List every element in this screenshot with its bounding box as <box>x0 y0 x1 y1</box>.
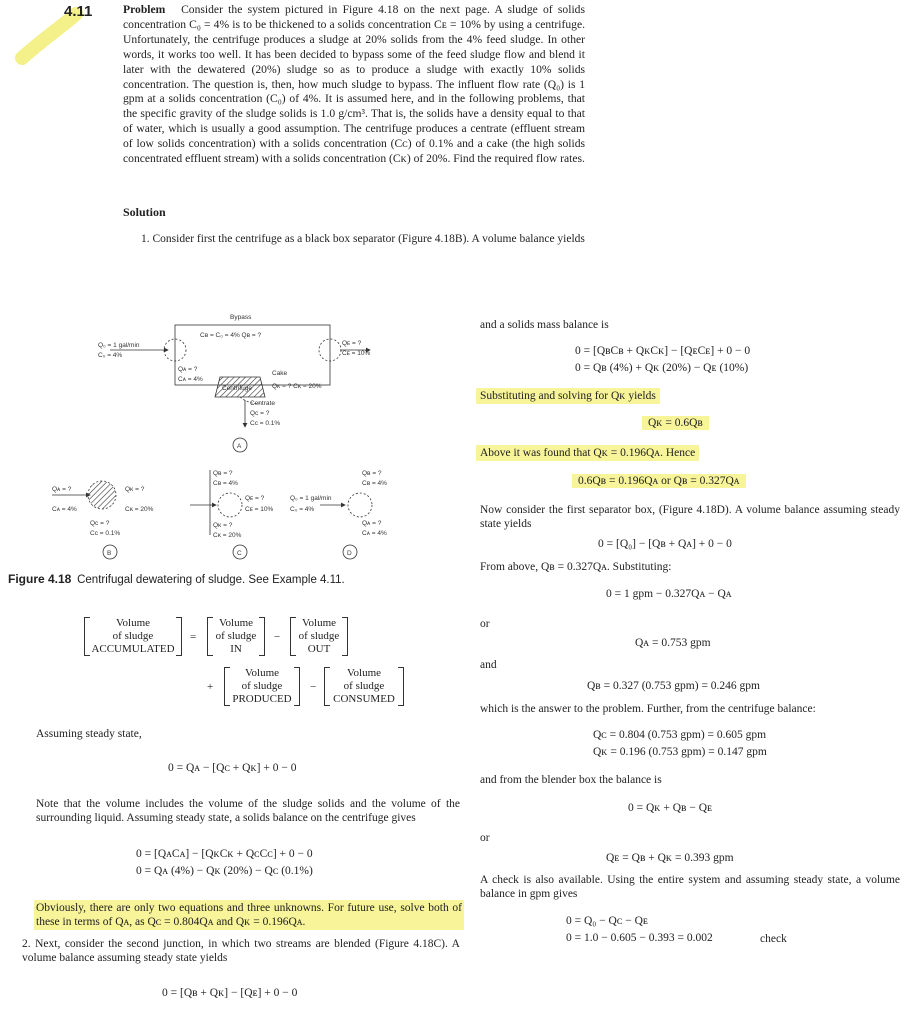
c-qk: Qᴋ = ? <box>213 522 233 529</box>
accumulated-text: ACCUMULATED <box>91 643 175 655</box>
eq7: 0 = [Q₀] − [Qʙ + Qᴀ] + 0 − 0 <box>598 538 732 550</box>
ce-label: Cᴇ = 10% <box>342 350 371 357</box>
q0-left: Q₀ = 1 gal/min <box>98 342 140 349</box>
d-ca: Cᴀ = 4% <box>362 530 387 537</box>
check-label: check <box>760 933 787 945</box>
qe-label: Qᴇ = ? <box>342 340 362 347</box>
b-ca: Cᴀ = 4% <box>52 506 77 513</box>
bypass-label: Bypass <box>230 314 252 321</box>
eq1: 0 = Qᴀ − [Qᴄ + Qᴋ] + 0 − 0 <box>168 762 297 774</box>
out-term <box>290 617 348 656</box>
from-above-text: From above, Qʙ = 0.327Qᴀ. Substituting: <box>480 561 672 573</box>
subst-text-highlight: Substituting and solving for Qᴋ yields <box>476 388 660 404</box>
obvious-text-highlight: Obviously, there are only two equations and three unknowns. For future use, solve both of these in terms of Qᴀ, as Qᴄ = 0.804Qᴀ and Qᴋ = 0.196Qᴀ. <box>36 902 462 928</box>
problem-heading: Problem <box>123 3 166 16</box>
vol-text: Volume <box>346 667 382 679</box>
b-cc: Cᴄ = 0.1% <box>90 530 121 537</box>
c-qb: Qʙ = ? <box>213 470 233 477</box>
figure-caption <box>8 572 345 586</box>
caption-label: Figure 4.18 <box>8 572 72 586</box>
c-ce: Cᴇ = 10% <box>245 506 274 513</box>
eq3: 0 = [Qʙ + Qᴋ] − [Qᴇ] + 0 − 0 <box>162 987 298 999</box>
plus-sign: + <box>207 681 214 693</box>
minus-sign: − <box>310 681 317 693</box>
eq5-highlight: Qᴋ = 0.6Qʙ <box>642 416 709 430</box>
label-a: A <box>237 443 242 450</box>
mass-balance-text: and a solids mass balance is <box>480 319 609 331</box>
b-qk: Qᴋ = ? <box>125 486 145 493</box>
eq12: 0 = Qᴋ + Qʙ − Qᴇ <box>628 802 713 814</box>
b-ck: Cᴋ = 20% <box>125 506 154 513</box>
problem-number: 4.11 <box>64 3 93 20</box>
figure-4-18 <box>40 305 460 565</box>
d-q0: Q₀ = 1 gal/min <box>290 495 332 502</box>
above-text-highlight: Above it was found that Qᴋ = 0.196Qᴀ. Hence <box>476 445 699 461</box>
eq14a: 0 = Q₀ − Qᴄ − Qᴇ <box>566 915 648 927</box>
vol-text: Volume <box>218 617 254 629</box>
and-text: and <box>480 659 497 671</box>
minus-sign: − <box>274 631 281 643</box>
c-cb: Cʙ = 4% <box>213 480 238 487</box>
eq11a: Qᴄ = 0.804 (0.753 gpm) = 0.605 gpm <box>593 729 767 741</box>
eq4a: 0 = [QʙCʙ + QᴋCᴋ] − [QᴇCᴇ] + 0 − 0 <box>575 345 751 357</box>
centrifuge-label: Centrifuge <box>222 385 252 392</box>
b-qc: Qᴄ = ? <box>90 520 110 527</box>
of-text: of sludge <box>241 680 283 692</box>
out-text: OUT <box>307 643 331 655</box>
label-b: B <box>107 550 112 557</box>
or-text-2: or <box>480 832 490 844</box>
solution-heading: Solution <box>123 205 166 219</box>
c-ck: Cᴋ = 20% <box>213 532 242 539</box>
of-text: of sludge <box>215 630 257 642</box>
step2-text: 2. Next, consider the second junction, in which two streams are blended (Figure 4.18C). A volume balance assuming steady state yields <box>22 938 460 964</box>
problem-text: Consider the system pictured in Figure 4.18 on the next page. A sludge of solids concentration C₀ = 4% is to be thickened to a solids concentration Cᴇ = 10% by using a centrifuge. Unfortunately, the centrifuge produces a sludge at 20% solids from the 4% feed sludge. In other words, it works too well. It has been decided to bypass some of the feed sludge flow and blend it later with the dewatered (20%) sludge so as to produce a sludge with exactly 10% solids concentration. The question is, then, how much sludge to bypass. The influent flow rate (Q₀) is 1 gpm at a solids concentration (C₀) of 4%. It is assumed here, and in the following problems, that the specific gravity of the sludge solids is 1.0 g/cm³. That is, the solids have a density equal to that of water, which is usually a good assumption. The centrifuge produces a centrate (effluent stream of low solids concentration) with a solids concentration (Cᴄ) of 0.1% and a cake (the high solids concentrated effluent stream) with a solids concentration (Cᴋ) of 20%. Find the required flow rates. <box>123 3 585 166</box>
qc-label: Qᴄ = ? <box>250 410 270 417</box>
cake-eq: Qᴋ = ? Cᴋ = 20% <box>272 383 322 390</box>
ca-label: Cᴀ = 4% <box>178 376 203 383</box>
note-text: Note that the volume includes the volume of the sludge solids and the volume of the surrounding liquid. Assuming steady state, a solids balance on the centrifuge gives <box>36 798 460 824</box>
eq6-highlight: 0.6Qʙ = 0.196Qᴀ or Qʙ = 0.327Qᴀ <box>572 474 746 488</box>
d-qa: Qᴀ = ? <box>362 520 382 527</box>
produced-text: PRODUCED <box>232 693 292 705</box>
steady-state-text: Assuming steady state, <box>36 728 142 740</box>
eq9: Qᴀ = 0.753 gpm <box>635 637 711 649</box>
d-cb: Cʙ = 4% <box>362 480 387 487</box>
eq10: Qʙ = 0.327 (0.753 gpm) = 0.246 gpm <box>587 680 761 692</box>
d-c0: C₀ = 4% <box>290 506 315 513</box>
eq14b: 0 = 1.0 − 0.605 − 0.393 = 0.002 <box>566 932 713 944</box>
eq2b: 0 = Qᴀ (4%) − Qᴋ (20%) − Qᴄ (0.1%) <box>136 865 313 877</box>
label-d: D <box>347 550 352 557</box>
cake-label: Cake <box>272 370 288 377</box>
caption-text: Centrifugal dewatering of sludge. See Example 4.11. <box>77 574 345 586</box>
vol-text: Volume <box>244 667 280 679</box>
cc-label: Cᴄ = 0.1% <box>250 420 281 427</box>
volume-balance <box>84 617 464 717</box>
blender-text: and from the blender box the balance is <box>480 774 662 786</box>
consumed-text: CONSUMED <box>333 693 395 705</box>
produced-term <box>224 667 300 706</box>
or-text-1: or <box>480 618 490 630</box>
accumulated-term <box>84 617 182 656</box>
in-term <box>207 617 265 656</box>
eq8: 0 = 1 gpm − 0.327Qᴀ − Qᴀ <box>606 588 732 600</box>
d-qb: Qʙ = ? <box>362 470 382 477</box>
bypass-eq: Cʙ = C₀ = 4% Qʙ = ? <box>200 332 262 339</box>
check-text: A check is also available. Using the entire system and assuming steady state, a volume balance in gpm gives <box>480 874 900 900</box>
of-text: of sludge <box>343 680 385 692</box>
consumed-term <box>324 667 404 706</box>
solution-step1: 1. Consider first the centrifuge as a black box separator (Figure 4.18B). A volume balance yields <box>141 233 585 245</box>
vol-text: Volume <box>301 617 337 629</box>
b-qa: Qᴀ = ? <box>52 486 72 493</box>
eq2a: 0 = [QᴀCᴀ] − [QᴋCᴋ + QᴄCᴄ] + 0 − 0 <box>136 848 313 860</box>
problem-statement <box>123 3 585 167</box>
of-text: of sludge <box>112 630 154 642</box>
eq13: Qᴇ = Qʙ + Qᴋ = 0.393 gpm <box>606 852 734 864</box>
c0-left: C₀ = 4% <box>98 352 123 359</box>
step3-text: Now consider the first separator box, (Figure 4.18D). A volume balance assuming steady state yields <box>480 504 900 530</box>
answer-text: which is the answer to the problem. Further, from the centrifuge balance: <box>480 703 816 715</box>
centrate-label: Centrate <box>250 400 275 407</box>
label-c: C <box>237 550 242 557</box>
qa-label: Qᴀ = ? <box>178 366 198 373</box>
eq4b: 0 = Qʙ (4%) + Qᴋ (20%) − Qᴇ (10%) <box>575 362 749 374</box>
eq11b: Qᴋ = 0.196 (0.753 gpm) = 0.147 gpm <box>593 746 767 758</box>
of-text: of sludge <box>298 630 340 642</box>
vol-text: Volume <box>115 617 151 629</box>
in-text: IN <box>230 643 242 655</box>
c-qe: Qᴇ = ? <box>245 495 265 502</box>
eq-sign: = <box>190 631 197 643</box>
